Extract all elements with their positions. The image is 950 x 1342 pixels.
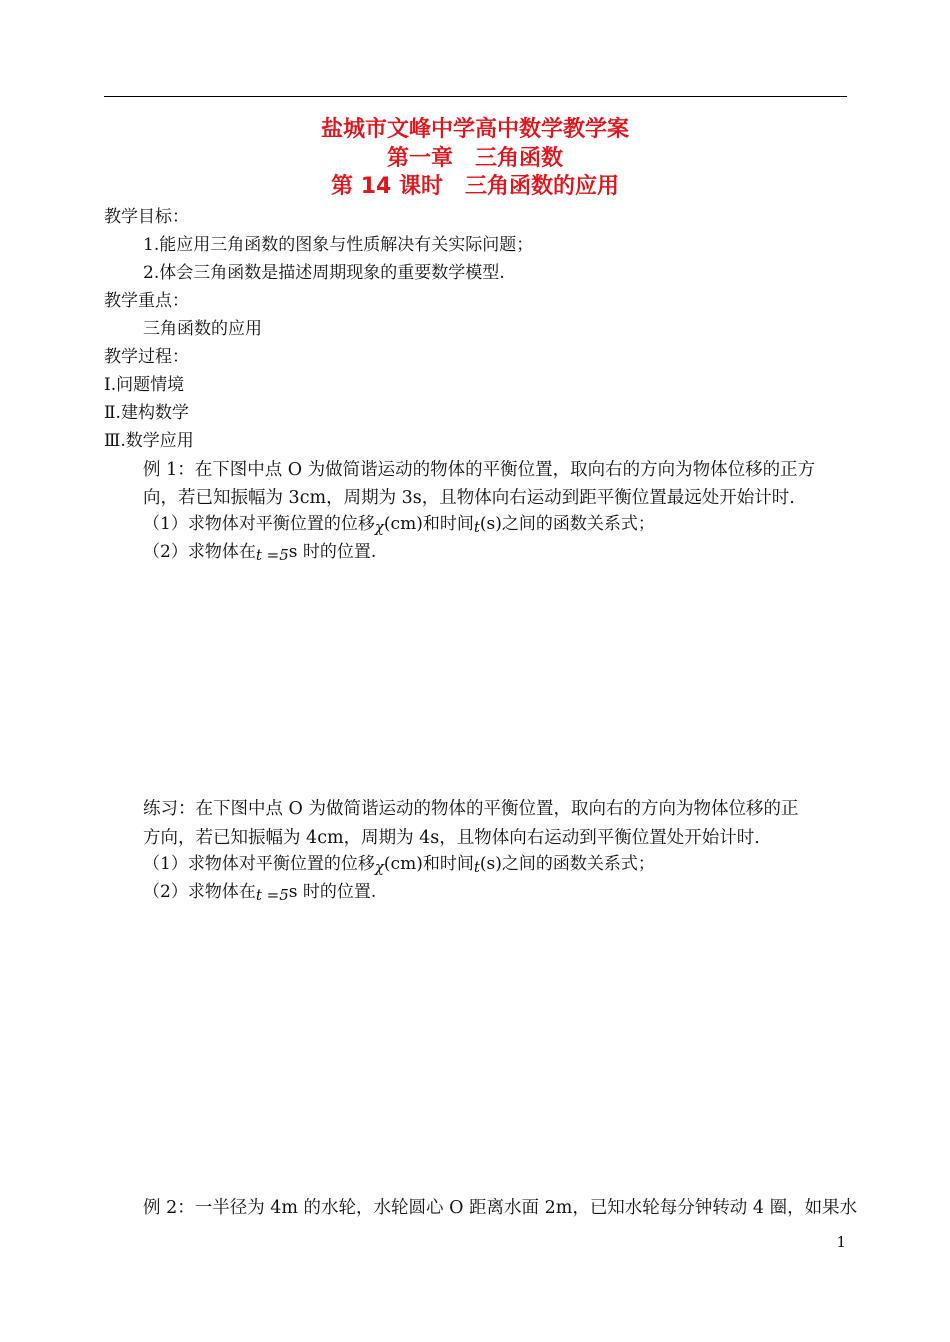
- variable-x: χ: [374, 518, 384, 536]
- example2-line1: 例 2：一半径为 4m 的水轮，水轮圆心 O 距离水面 2m，已知水轮每分钟转动 4 圈，如果水: [143, 1198, 858, 1218]
- equation-t: t =5: [255, 546, 289, 564]
- variable-t: t: [473, 518, 480, 536]
- example1-line1: 例 1：在下图中点 O 为做简谐运动的物体的平衡位置，取向右的方向为物体位移的正方: [143, 460, 816, 480]
- practice-question2: （2）求物体在t =5s 时的位置.: [143, 882, 377, 904]
- example1-line2: 向，若已知振幅为 3cm，周期为 3s，且物体向右运动到距平衡位置最远处开始计时.: [143, 488, 795, 508]
- page-number: 1: [836, 1233, 846, 1251]
- practice-line1: 练习：在下图中点 O 为做简谐运动的物体的平衡位置，取向右的方向为物体位移的正: [143, 799, 799, 819]
- equation-t: t =5: [255, 886, 289, 904]
- lesson-title: 第 14 课时 三角函数的应用: [331, 174, 619, 199]
- example1-question2: （2）求物体在t =5s 时的位置.: [143, 542, 377, 564]
- chapter-title: 第一章 三角函数: [386, 146, 563, 171]
- goal-item-1: 1.能应用三角函数的图象与性质解决有关实际问题；: [143, 235, 534, 255]
- variable-x: χ: [374, 858, 384, 876]
- process-step-1: Ⅰ.问题情境: [104, 375, 185, 395]
- focus-heading: 教学重点：: [104, 291, 189, 311]
- focus-content: 三角函数的应用: [143, 319, 262, 339]
- practice-line2: 方向，若已知振幅为 4cm，周期为 4s，且物体向右运动到平衡位置处开始计时.: [143, 828, 760, 848]
- school-title: 盐城市文峰中学高中数学教学案: [320, 117, 629, 142]
- header-rule: [104, 96, 847, 97]
- practice-question1: （1）求物体对平衡位置的位移χ(cm)和时间t(s)之间的函数关系式；: [143, 854, 655, 876]
- process-step-2: Ⅱ.建构数学: [104, 403, 189, 423]
- example1-question1: （1）求物体对平衡位置的位移χ(cm)和时间t(s)之间的函数关系式；: [143, 514, 655, 536]
- process-step-3: Ⅲ.数学应用: [104, 431, 194, 451]
- goals-heading: 教学目标：: [104, 207, 189, 227]
- goal-item-2: 2.体会三角函数是描述周期现象的重要数学模型.: [143, 263, 505, 283]
- process-heading: 教学过程：: [104, 347, 189, 367]
- variable-t: t: [473, 858, 480, 876]
